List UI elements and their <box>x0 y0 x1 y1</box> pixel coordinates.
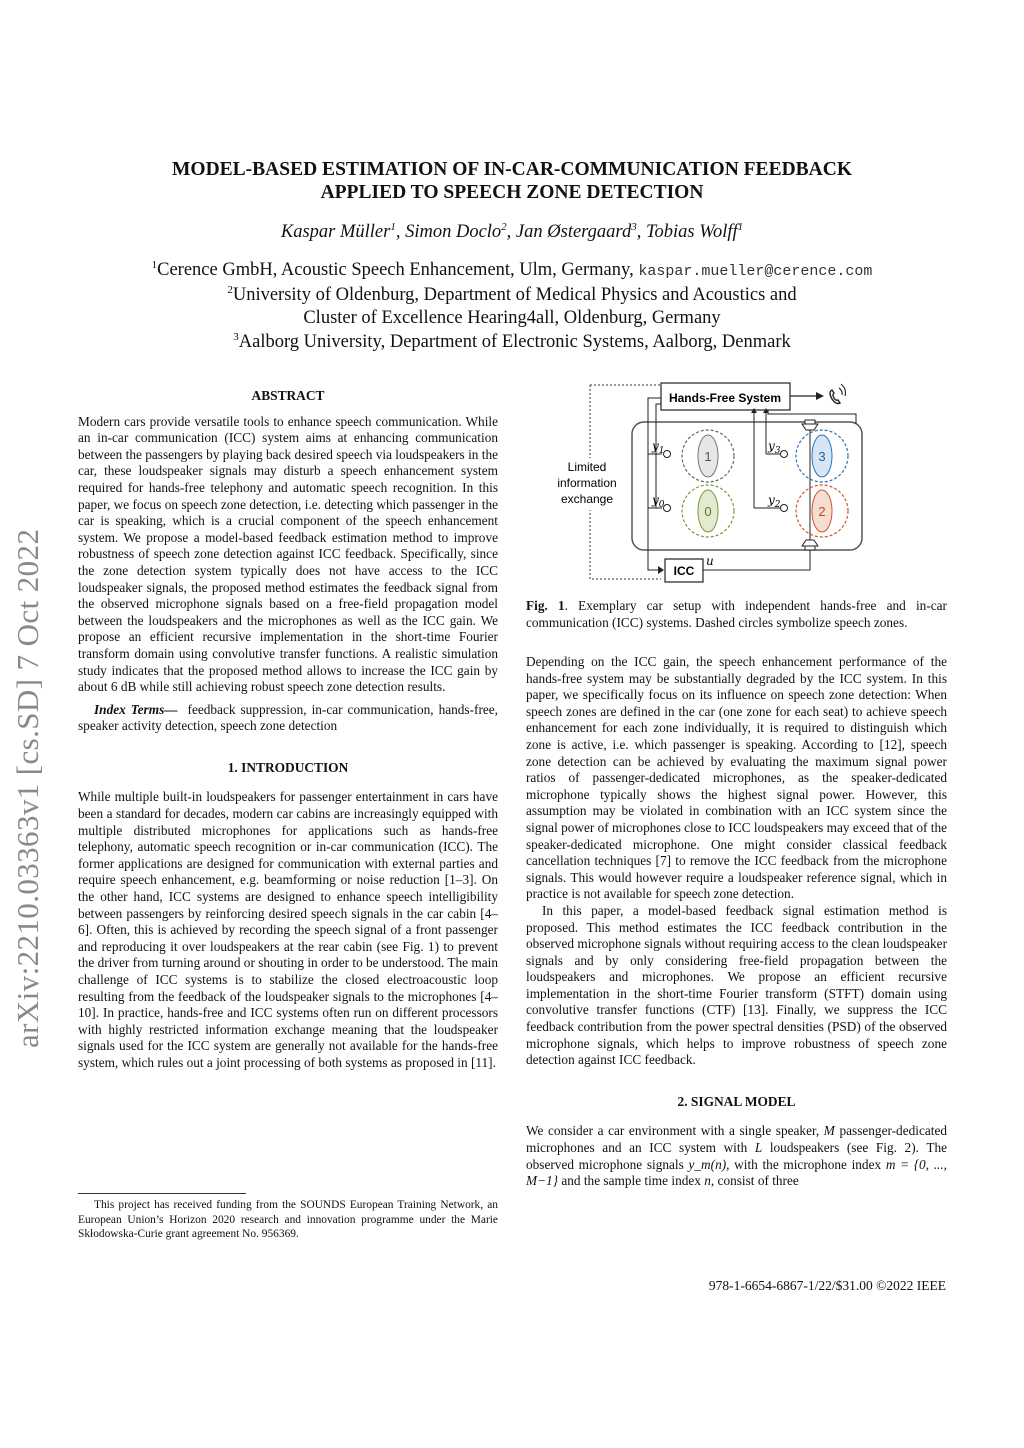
figure-1 <box>548 378 878 588</box>
to-icc-line <box>648 508 661 570</box>
affil-3-sup: 3 <box>233 330 239 343</box>
figcap-text: . Exemplary car setup with independent hands-free and in-car communication (ICC) systems. Dashed circles symbolize speech zones. <box>526 598 947 630</box>
y1-label <box>651 439 665 456</box>
zone-0-label: 0 <box>704 504 712 519</box>
limited-line-3: exchange <box>560 492 614 506</box>
title-line-2: APPLIED TO SPEECH ZONE DETECTION <box>320 182 704 203</box>
mic-0-icon <box>664 505 671 512</box>
figure-caption <box>526 598 947 631</box>
sig-ym: y_m(n) <box>688 1156 727 1172</box>
phone-icon <box>830 384 846 404</box>
title-line-1: MODEL-BASED ESTIMATION OF IN-CAR-COMMUNICATION FEEDBACK <box>172 159 852 180</box>
footnote: This project has received funding from the SOUNDS European Training Network, an European Union’s Horizon 2020 research and innovation programme under the Marie Skłodowska-Curie grant agreement No. 956369. <box>78 1199 498 1241</box>
arxiv-stamp <box>0 460 62 1050</box>
intro-heading: 1. INTRODUCTION <box>227 759 349 775</box>
email-link[interactable]: kaspar.mueller@cerence.com <box>638 263 873 280</box>
sig-c: loudspeakers (see Fig. 2). The observed microphone signals <box>526 1140 947 1172</box>
sig-n: n <box>704 1173 711 1189</box>
signal-model-heading: 2. SIGNAL MODEL <box>677 1093 796 1109</box>
signal-model-text <box>526 1123 947 1189</box>
sig-d: , with the microphone index <box>726 1156 886 1172</box>
zone-3-label: 3 <box>818 449 826 464</box>
author-3: Jan Østergaard <box>515 222 632 242</box>
y0-sub: 0 <box>658 500 665 510</box>
y3-label <box>767 439 781 456</box>
affil-3-text: Aalborg University, Department of Electronic Systems, Aalborg, Denmark <box>238 331 791 352</box>
mic-1-icon <box>664 451 671 458</box>
author-2: Simon Doclo <box>405 222 502 242</box>
sig-L: L <box>754 1140 763 1156</box>
right-paragraph-2: In this paper, a model-based feedback signal estimation method is proposed. This method estimates the ICC feedback contribution in the observed microphone signals without requiring access to the clean loudspeaker signals and by only considering free-field propagation between the loudspeakers and microphones. We propose an efficient recursive implementation in the short-time Fourier transform (STFT) domain using convolutive transfer functions (CTF) [13]. Finally, we suppress the ICC feedback contribution from the power spectral densities (PSD) of the observed microphone signals, which helps to improve robustness of speech zone detection against ICC feedback. <box>526 902 947 1068</box>
index-terms <box>78 702 498 735</box>
index-terms-label: Index Terms— <box>94 701 178 717</box>
y1-sub: 1 <box>658 446 665 456</box>
hands-free-label: Hands-Free System <box>668 391 782 405</box>
sig-b: passenger-dedicated microphones and an ICC system with <box>526 1123 947 1156</box>
y2-label <box>767 493 781 510</box>
author-list: Kaspar Müller$^1$, Simon Doclo$^2$, Jan Østergaard$^3$, Tobias Wolff$^1$ <box>280 220 744 242</box>
sig-M: M <box>823 1123 835 1139</box>
author-3-sup: 3 <box>631 220 637 233</box>
affil-2-sup: 2 <box>227 283 233 296</box>
affiliation-2b: Cluster of Excellence Hearing4all, Oldenburg, Germany <box>303 308 721 328</box>
arxiv-stamp-text: arXiv:2210.03363v1 [cs.SD] 7 Oct 2022 <box>10 528 45 1048</box>
icc-label: ICC <box>673 564 695 578</box>
limited-line-1: Limited <box>567 460 607 474</box>
abstract-heading: ABSTRACT <box>251 388 325 403</box>
y3-var: y <box>768 439 775 453</box>
right-column <box>526 654 947 1190</box>
author-4: Tobias Wolff <box>645 222 738 242</box>
arrow-head-phone <box>816 392 824 400</box>
mic-2-icon <box>781 505 788 512</box>
speaker-bottom-icon <box>802 540 818 550</box>
mic-3-icon <box>781 451 788 458</box>
affiliation-1 <box>0 259 1024 284</box>
left-column <box>78 388 498 1072</box>
sig-f: , consist of three <box>710 1173 799 1189</box>
arrow-to-icc <box>658 566 664 574</box>
icc-output-line <box>703 538 810 570</box>
limited-line-2: information <box>557 476 617 490</box>
y0-var: y <box>652 493 659 507</box>
copyright-notice: 978-1-6654-6867-1/22/$31.00 ©2022 IEEE <box>708 1278 946 1293</box>
author-4-sup: 1 <box>737 220 744 233</box>
affil-1-text: Cerence GmbH, Acoustic Speech Enhancement, Ulm, Germany, <box>157 260 634 280</box>
zone-1-label: 1 <box>704 449 712 464</box>
y2-sub: 2 <box>774 500 781 510</box>
y1-var: y <box>652 439 659 453</box>
y0-label <box>651 493 665 510</box>
affiliation-2 <box>0 284 1024 308</box>
index-terms-text: feedback suppression, in-car communication, hands-free, speaker activity detection, speech zone detection <box>78 701 498 734</box>
right-paragraph-1: Depending on the ICC gain, the speech enhancement performance of the hands-free system may be substantially degraded by the ICC system. In this paper, we specifically focus on its influence on speech zone detection: When speech zones are defined in the car (one zone for each seat) to achieve speech enhancement for each zone individually, it is required to distinguish which zone is active, i.e. which passenger is speaking. According to [12], speech zone detection can be achieved by evaluating the maximum signal power ratios of passenger-dedicated microphones, as the speaker-dedicated microphone typically shows the highest signal power. However, this assumption may be violated in combination with an ICC system since the signal power of microphones close to ICC loudspeakers may exceed that of the speaker-dedicated microphone. One might consider classical feedback cancellation techniques [7] to remove the ICC feedback from the microphone signals. This would however require a loudspeaker reference signal, which in practice is not available for speech zone detection. <box>526 654 947 902</box>
sig-a: We consider a car environment with a single speaker, <box>526 1123 824 1139</box>
abstract-text: Modern cars provide versatile tools to enhance speech communication. While an in-car communication (ICC) system aims at enhancing communication between the passengers by playing back desired speech via loudspeakers in the car, these loudspeaker signals may disturb a speech enhancement system required for hands-free telephony and automatic speech recognition. In this paper, we focus on speech zone detection, i.e. detecting which passenger in the car is speaking, which is a crucial component of the speech enhancement system. We propose a model-based feedback estimation method to improve robustness of speech zone detection against ICC feedback. Specifically, since the zone detection system typically does not have access to the ICC loudspeaker signals, the proposed method estimates the feedback signal from the observed microphone signals based on a free-field propagation model between the loudspeakers and the microphones as well as the ICC gain. We propose an efficient recursive implementation in the short-time Fourier transform domain using convolutive transfer functions. A realistic simulation study indicates that the proposed method allows to increase the ICC gain by about 6 dB while still achieving robust speech zone detection results. <box>78 413 498 695</box>
y2-var: y <box>768 493 775 507</box>
u-label: u <box>706 554 714 568</box>
affiliations <box>0 259 1024 354</box>
y3-sub: 3 <box>774 446 781 456</box>
sig-e: and the sample time index <box>558 1173 705 1189</box>
sig-mset: m = {0, ..., M−1} <box>526 1156 948 1189</box>
author-1: Kaspar Müller <box>280 222 391 242</box>
figcap-label: Fig. 1 <box>526 598 565 613</box>
footnote-divider <box>78 1193 246 1194</box>
zone-2-label: 2 <box>818 504 826 519</box>
author-2-sup: 2 <box>501 220 507 233</box>
paper-title <box>0 158 1024 204</box>
affil-1-sup: 1 <box>151 258 158 271</box>
author-1-sup: 1 <box>390 220 396 233</box>
affiliation-3 <box>0 331 1024 355</box>
affil-2-text: University of Oldenburg, Department of Medical Physics and Acoustics and <box>232 284 797 305</box>
intro-text: While multiple built-in loudspeakers for passenger entertainment in cars have been a standard for decades, modern car cabins are increasingly equipped with multiple distributed microphones for applications such as hands-free telephony, automatic speech recognition or in-car communication (ICC). The former applications are designed for communication with external parties and require speech enhancement, e.g. beamforming or noise reduction [1–3]. On the other hand, ICC systems are designed to enhance speech intelligibility between passengers by reinforcing desired speech signals in the car cabin [4–6]. Often, this is achieved by recording the speech signal of a front passenger and reproducing it over loudspeakers at the rear cabin (see Fig. 1) to prevent the driver from turning around or shouting in order to be understood. The main challenge of ICC systems is to stabilize the closed electroacoustic loop resulting from the feedback of the loudspeaker signals to the microphones [4–10]. In practice, hands-free and ICC systems often run on different processors with highly restricted information exchange meaning that the loudspeaker signals used for the ICC system are generally not available for the hands-free system, which rules out a joint processing of both systems as proposed in [11]. <box>78 789 498 1070</box>
